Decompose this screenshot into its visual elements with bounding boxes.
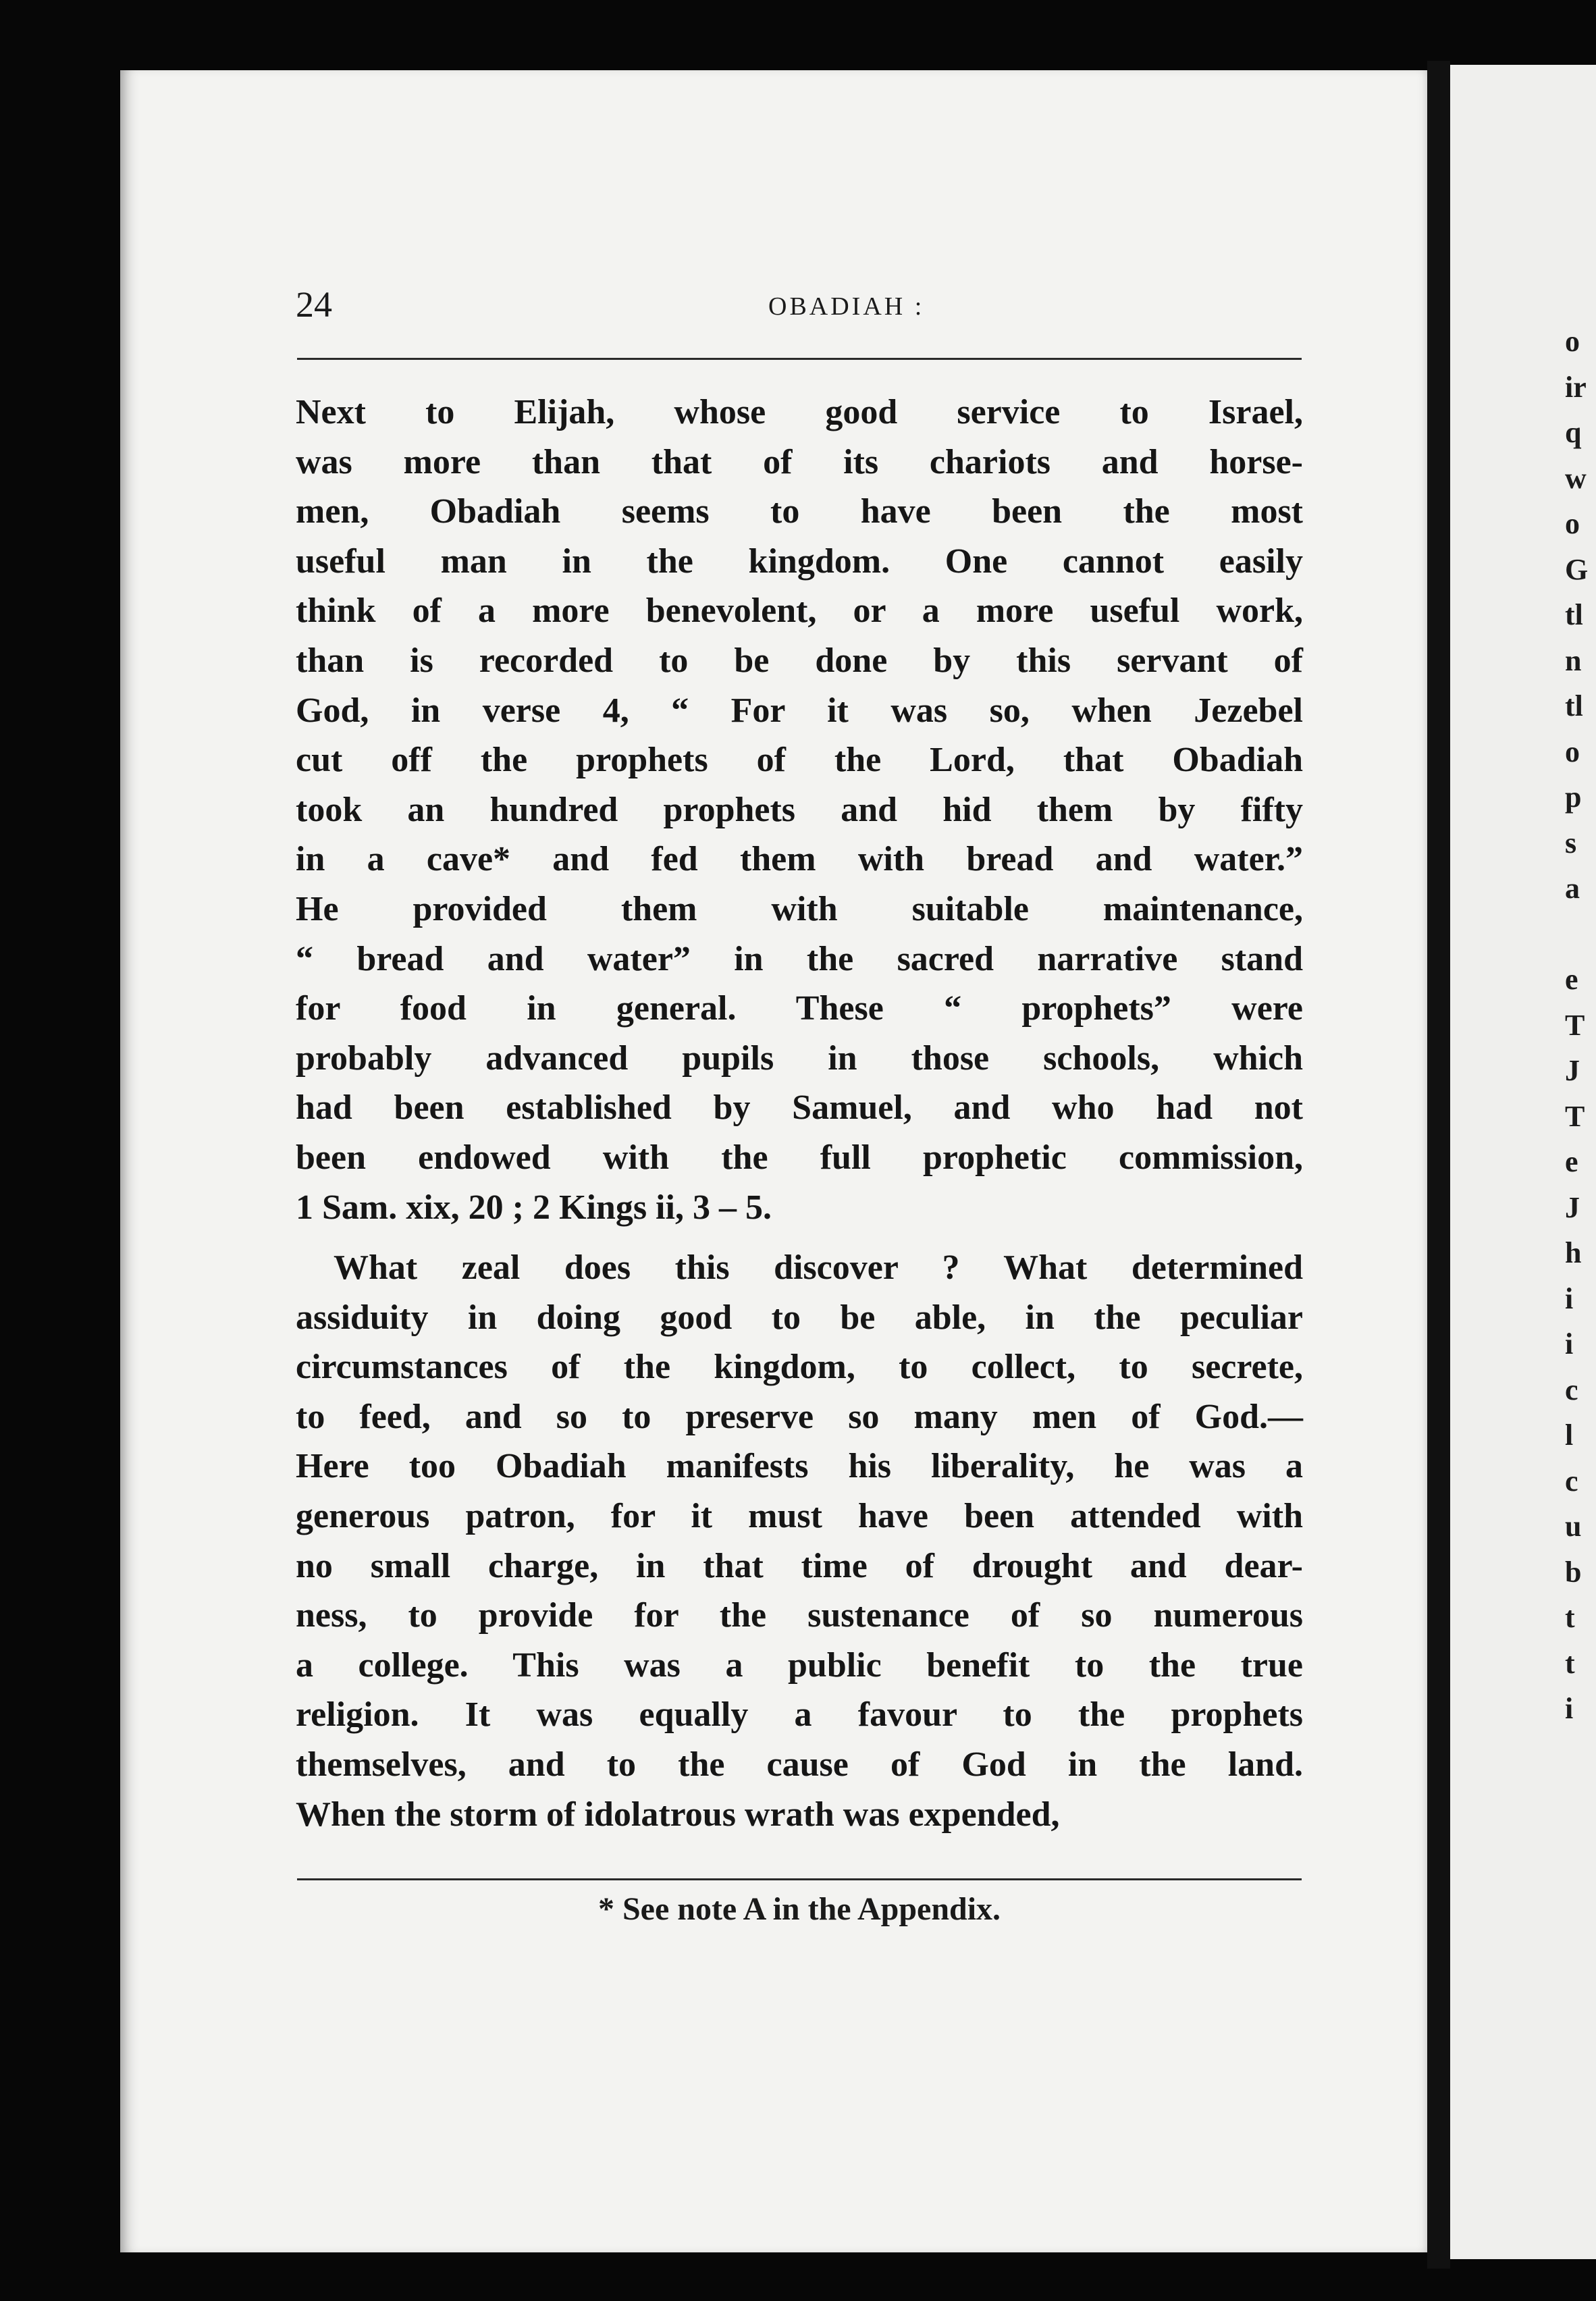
adjacent-page-fragment: J xyxy=(1565,1190,1580,1224)
adjacent-page-fragment: T xyxy=(1565,1099,1585,1133)
adjacent-page-fragment: G xyxy=(1565,552,1589,586)
text-line: than is recorded to be done by this servant of xyxy=(296,641,1303,680)
adjacent-page-fragment: q xyxy=(1565,416,1582,449)
text-line: Next to Elijah, whose good service to Israel, xyxy=(296,393,1303,431)
text-line: no small charge, in that time of drought and dear- xyxy=(296,1546,1303,1585)
header-rule xyxy=(297,358,1302,360)
adjacent-page-fragment: o xyxy=(1565,735,1580,768)
text-line: in a cave* and fed them with bread and water.” xyxy=(296,840,1303,879)
adjacent-page-fragment: t xyxy=(1565,1646,1575,1680)
text-line: men, Obadiah seems to have been the most xyxy=(296,492,1303,531)
adjacent-page-fragment: l xyxy=(1565,1419,1574,1452)
page-number: 24 xyxy=(296,284,332,325)
text-line: circumstances of the kingdom, to collect, to secrete, xyxy=(296,1348,1303,1387)
text-line: had been established by Samuel, and who had not xyxy=(296,1088,1303,1128)
page-gutter xyxy=(1427,61,1450,2269)
text-line: to feed, and so to preserve so many men of God.— xyxy=(296,1397,1303,1436)
adjacent-page-fragment: J xyxy=(1565,1054,1580,1087)
text-line: cut off the prophets of the Lord, that Obadiah xyxy=(296,741,1303,780)
text-line: 1 Sam. xix, 20 ; 2 Kings ii, 3 – 5. xyxy=(296,1188,772,1227)
adjacent-page-fragment: i xyxy=(1565,1692,1574,1725)
adjacent-page-fragment: i xyxy=(1565,1327,1574,1360)
text-line: been endowed with the full prophetic commission, xyxy=(296,1138,1303,1177)
adjacent-page-fragment: n xyxy=(1565,643,1582,677)
text-line: Here too Obadiah manifests his liberality, he was a xyxy=(296,1447,1303,1486)
running-head xyxy=(296,284,1295,331)
adjacent-page-fragment: ir xyxy=(1565,370,1587,404)
text-line: themselves, and to the cause of God in the land. xyxy=(296,1745,1303,1784)
text-line: took an hundred prophets and hid them by fifty xyxy=(296,790,1303,829)
adjacent-page-fragment: c xyxy=(1565,1373,1578,1406)
text-line: think of a more benevolent, or a more useful work, xyxy=(296,591,1303,631)
text-line: assiduity in doing good to be able, in the peculiar xyxy=(296,1298,1303,1337)
text-line: probably advanced pupils in those schools, which xyxy=(296,1038,1303,1078)
adjacent-page-fragment: c xyxy=(1565,1464,1578,1498)
body-text xyxy=(296,388,1303,1839)
paragraph xyxy=(296,388,1303,1232)
adjacent-page-fragment: w xyxy=(1565,461,1587,495)
text-line: “ bread and water” in the sacred narrative stand xyxy=(296,939,1303,978)
text-line: generous patron, for it must have been attended with xyxy=(296,1497,1303,1536)
running-title: OBADIAH : xyxy=(768,292,925,321)
text-line: a college. This was a public benefit to the true xyxy=(296,1645,1303,1685)
adjacent-page-fragment: o xyxy=(1565,507,1580,540)
text-line: He provided them with suitable maintenance, xyxy=(296,889,1303,928)
text-line: ness, to provide for the sustenance of so numerous xyxy=(296,1596,1303,1635)
paragraph xyxy=(296,1243,1303,1839)
text-line: What zeal does this discover ? What determined xyxy=(334,1248,1303,1288)
adjacent-page-fragment: p xyxy=(1565,781,1582,814)
footnote: * See note A in the Appendix. xyxy=(597,1891,1001,1927)
adjacent-page-fragment: i xyxy=(1565,1281,1574,1315)
adjacent-page-fragment: b xyxy=(1565,1555,1582,1589)
text-line: useful man in the kingdom. One cannot easily xyxy=(296,541,1303,581)
text-line: was more than that of its chariots and horse- xyxy=(296,442,1303,481)
adjacent-page-fragment: tl xyxy=(1565,689,1583,722)
text-line: for food in general. These “ prophets” were xyxy=(296,989,1303,1028)
adjacent-page-fragment: T xyxy=(1565,1008,1585,1042)
footnote-rule xyxy=(297,1878,1302,1880)
adjacent-page-fragment: t xyxy=(1565,1601,1575,1634)
adjacent-page-fragment: tl xyxy=(1565,598,1583,631)
adjacent-page-fragment: e xyxy=(1565,1145,1578,1178)
adjacent-page-fragment: a xyxy=(1565,872,1580,905)
text-line: God, in verse 4, “ For it was so, when Jezebel xyxy=(296,691,1303,730)
text-line: When the storm of idolatrous wrath was expended, xyxy=(296,1795,1060,1834)
adjacent-page-fragment: o xyxy=(1565,325,1580,358)
paragraph-gap xyxy=(296,1232,1303,1243)
adjacent-page-fragment: u xyxy=(1565,1510,1582,1543)
adjacent-page-fragment: e xyxy=(1565,963,1578,996)
text-line: religion. It was equally a favour to the prophets xyxy=(296,1695,1303,1735)
adjacent-page-fragment: h xyxy=(1565,1236,1582,1269)
adjacent-page xyxy=(1450,65,1596,2259)
adjacent-page-fragment: s xyxy=(1565,826,1577,859)
